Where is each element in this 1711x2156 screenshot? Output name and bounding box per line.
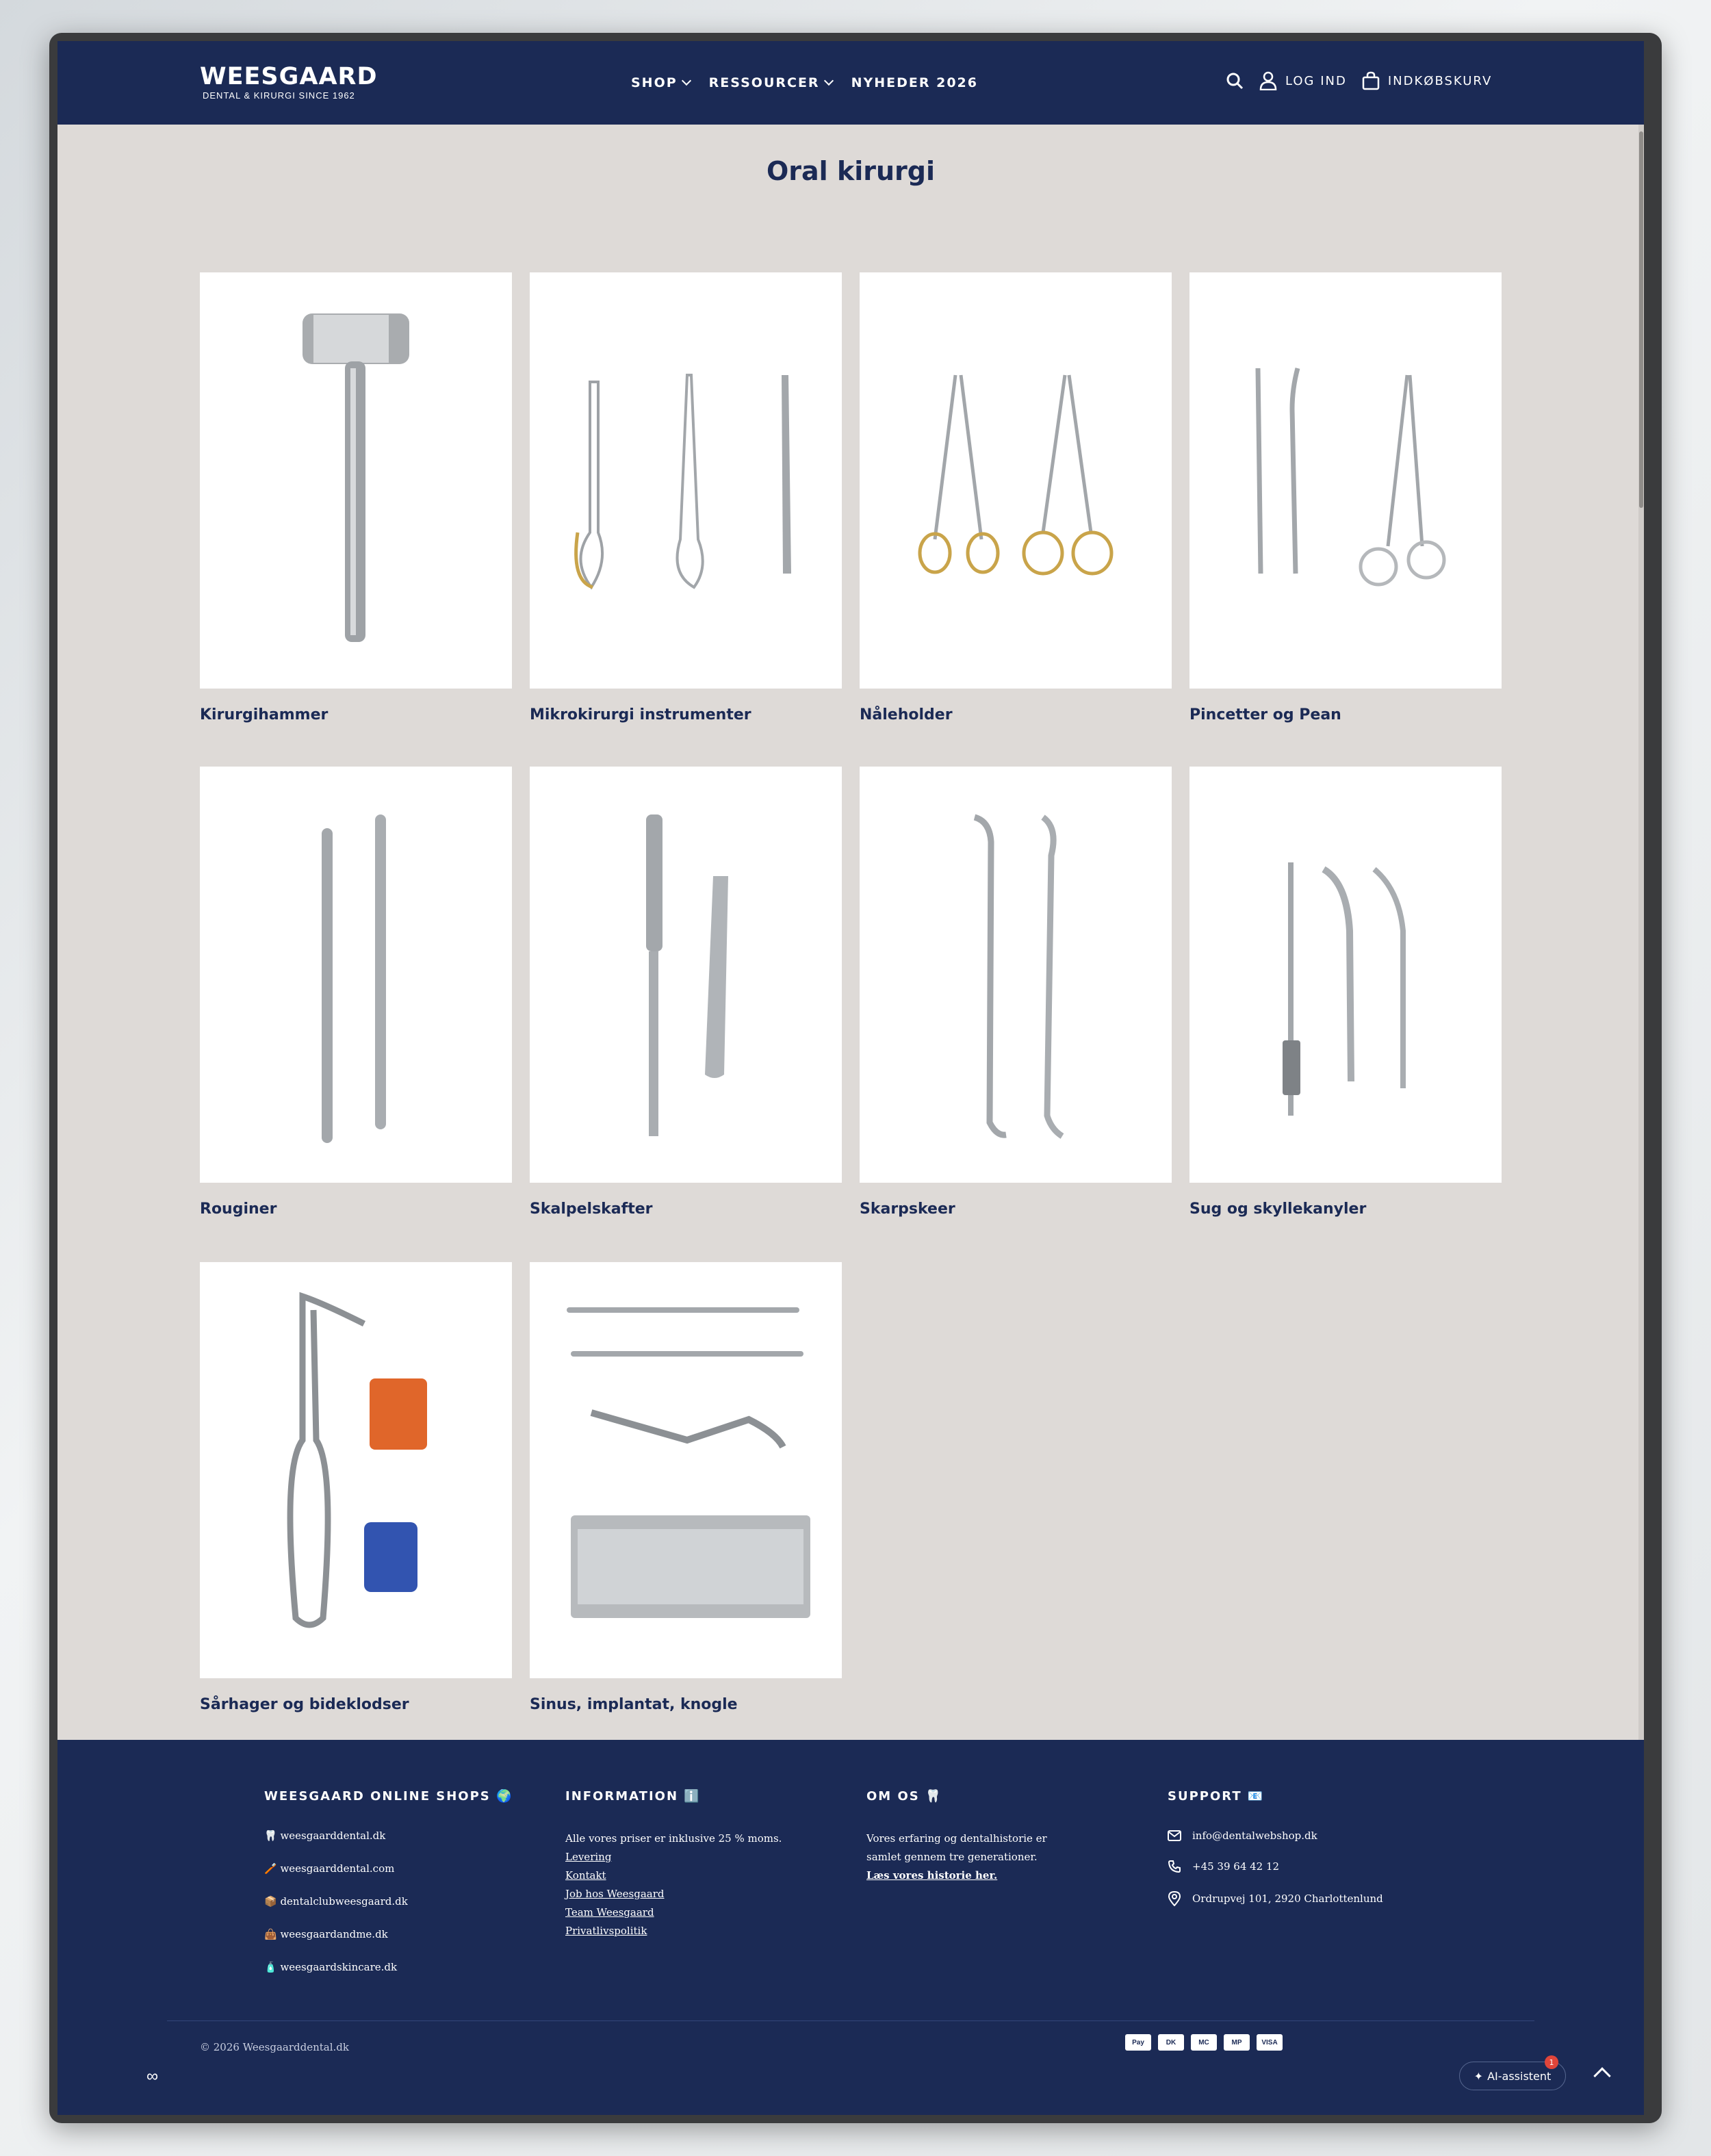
scroll-to-top-icon[interactable] [1593, 2067, 1610, 2084]
cart-button[interactable] [1362, 71, 1492, 90]
rongeur-illustration [200, 767, 512, 1183]
category-image [860, 767, 1172, 1183]
location-pin-icon [1168, 1891, 1181, 1906]
notification-badge: 1 [1545, 2055, 1558, 2069]
scrollbar-thumb[interactable] [1639, 131, 1643, 508]
apple-pay-icon: Pay [1125, 2034, 1151, 2051]
category-image [200, 1262, 512, 1678]
footer-support [1168, 1789, 1383, 1924]
needle-holder-illustration [860, 272, 1172, 689]
category-card[interactable] [200, 272, 512, 723]
login-label: LOG IND [1285, 73, 1347, 88]
category-label: Mikrokirurgi instrumenter [530, 706, 751, 723]
logo-tagline: DENTAL & KIRURGI SINCE 1962 [203, 90, 355, 101]
footer-link-job[interactable]: Job hos Weesgaard [565, 1888, 665, 1900]
support-email-text: info@dentalwebshop.dk [1192, 1830, 1317, 1842]
logo[interactable] [200, 63, 378, 101]
nav-ressourcer-label: RESSOURCER [708, 75, 820, 90]
category-card[interactable] [1189, 272, 1502, 723]
category-card[interactable] [530, 272, 842, 723]
footer-divider [167, 2020, 1534, 2021]
footer-info-heading: INFORMATION ℹ️ [565, 1789, 701, 1804]
category-card[interactable] [200, 1262, 512, 1713]
payment-methods [1125, 2034, 1283, 2051]
shop-link[interactable]: 📦 dentalclubweesgaard.dk [264, 1895, 408, 1908]
category-image [530, 272, 842, 689]
category-label: Skalpelskafter [530, 1201, 653, 1218]
site-header [57, 41, 1644, 125]
nav-nyheder-label: NYHEDER 2026 [851, 75, 978, 90]
support-address-text: Ordrupvej 101, 2920 Charlottenlund [1192, 1892, 1383, 1905]
mastercard-icon: MC [1191, 2034, 1217, 2051]
category-image [1189, 272, 1502, 689]
ai-assistant-button[interactable] [1459, 2057, 1566, 2090]
footer-link-kontakt[interactable]: Kontakt [565, 1869, 606, 1882]
category-image [530, 767, 842, 1183]
category-image [860, 272, 1172, 689]
chevron-down-icon [823, 76, 833, 86]
visa-icon: VISA [1257, 2034, 1283, 2051]
retractor-illustration [200, 1262, 512, 1678]
shop-link[interactable]: 🧴 weesgaardskincare.dk [264, 1961, 398, 1973]
support-phone-text: +45 39 64 42 12 [1192, 1860, 1280, 1873]
user-icon [1259, 71, 1277, 90]
footer-link-team[interactable]: Team Weesgaard [565, 1906, 654, 1918]
logo-wordmark: WEESGAARD [200, 63, 378, 90]
category-label: Sinus, implantat, knogle [530, 1696, 738, 1713]
header-actions [1225, 71, 1492, 90]
mobilepay-icon: MP [1224, 2034, 1250, 2051]
footer-shops [264, 1789, 513, 1994]
category-label: Skarpskeer [860, 1201, 955, 1218]
category-label: Sårhager og bideklodser [200, 1696, 409, 1713]
shop-link[interactable]: 🪥 weesgaarddental.com [264, 1862, 395, 1875]
category-card[interactable] [860, 272, 1172, 723]
page-title: Oral kirurgi [767, 156, 935, 186]
about-text-line: samlet gennem tre generationer. [866, 1851, 1038, 1863]
category-label: Nåleholder [860, 706, 953, 723]
tweezers-illustration [1189, 272, 1502, 689]
chevron-down-icon [682, 76, 691, 86]
site-footer [57, 1740, 1644, 2115]
cart-label: INDKØBSKURV [1387, 73, 1493, 88]
curette-illustration [860, 767, 1172, 1183]
page [57, 41, 1644, 2115]
footer-link-levering[interactable]: Levering [565, 1851, 612, 1863]
shop-link[interactable]: 🦷 weesgaarddental.dk [264, 1830, 386, 1842]
sinus-implant-illustration [530, 1262, 842, 1678]
mail-icon [1168, 1830, 1181, 1841]
support-phone[interactable] [1168, 1860, 1383, 1873]
category-image [200, 767, 512, 1183]
sparkle-icon: ✦ [1474, 2069, 1484, 2083]
about-history-link[interactable]: Læs vores historie her. [866, 1869, 998, 1882]
category-image [1189, 767, 1502, 1183]
category-card[interactable] [200, 767, 512, 1218]
scrollbar[interactable] [1638, 125, 1644, 1740]
bag-icon [1362, 71, 1380, 90]
category-card[interactable] [530, 767, 842, 1218]
footer-info [565, 1789, 782, 1940]
category-card[interactable] [1189, 767, 1502, 1218]
nav-shop[interactable] [631, 75, 690, 90]
category-card[interactable] [530, 1262, 842, 1713]
search-icon[interactable] [1225, 71, 1244, 90]
nav-ressourcer[interactable] [709, 75, 832, 90]
main-nav [631, 75, 978, 90]
category-label: Kirurgihammer [200, 706, 329, 723]
login-button[interactable] [1259, 71, 1347, 90]
category-card[interactable] [860, 767, 1172, 1218]
hammer-illustration [200, 272, 512, 689]
category-label: Sug og skyllekanyler [1189, 1201, 1367, 1218]
infinity-icon[interactable]: ∞ [146, 2067, 159, 2086]
support-address [1168, 1891, 1383, 1906]
footer-about [866, 1789, 1047, 1885]
about-text-line: Vores erfaring og dentalhistorie er [866, 1832, 1047, 1845]
category-image [200, 272, 512, 689]
shop-link[interactable]: 👜 weesgaardandme.dk [264, 1928, 388, 1940]
vat-note: Alle vores priser er inklusive 25 % moms. [565, 1832, 782, 1845]
nav-shop-label: SHOP [631, 75, 678, 90]
category-label: Pincetter og Pean [1189, 706, 1341, 723]
footer-support-heading: SUPPORT 📧 [1168, 1789, 1265, 1804]
copyright: © 2026 Weesgaarddental.dk [200, 2041, 349, 2053]
ai-assistant-label: AI-assistent [1487, 2069, 1552, 2083]
footer-about-heading: OM OS 🦷 [866, 1789, 942, 1804]
scalpel-handle-illustration [530, 767, 842, 1183]
footer-link-privacy[interactable]: Privatlivspolitik [565, 1925, 647, 1937]
microsurgery-illustration [530, 272, 842, 689]
phone-icon [1168, 1860, 1181, 1873]
footer-shops-heading: WEESGAARD ONLINE SHOPS 🌍 [264, 1789, 513, 1804]
category-image [530, 1262, 842, 1678]
suction-cannula-illustration [1189, 767, 1502, 1183]
category-label: Rouginer [200, 1201, 277, 1218]
dankort-icon: DK [1158, 2034, 1184, 2051]
support-email[interactable] [1168, 1830, 1383, 1842]
nav-nyheder[interactable] [851, 75, 978, 90]
